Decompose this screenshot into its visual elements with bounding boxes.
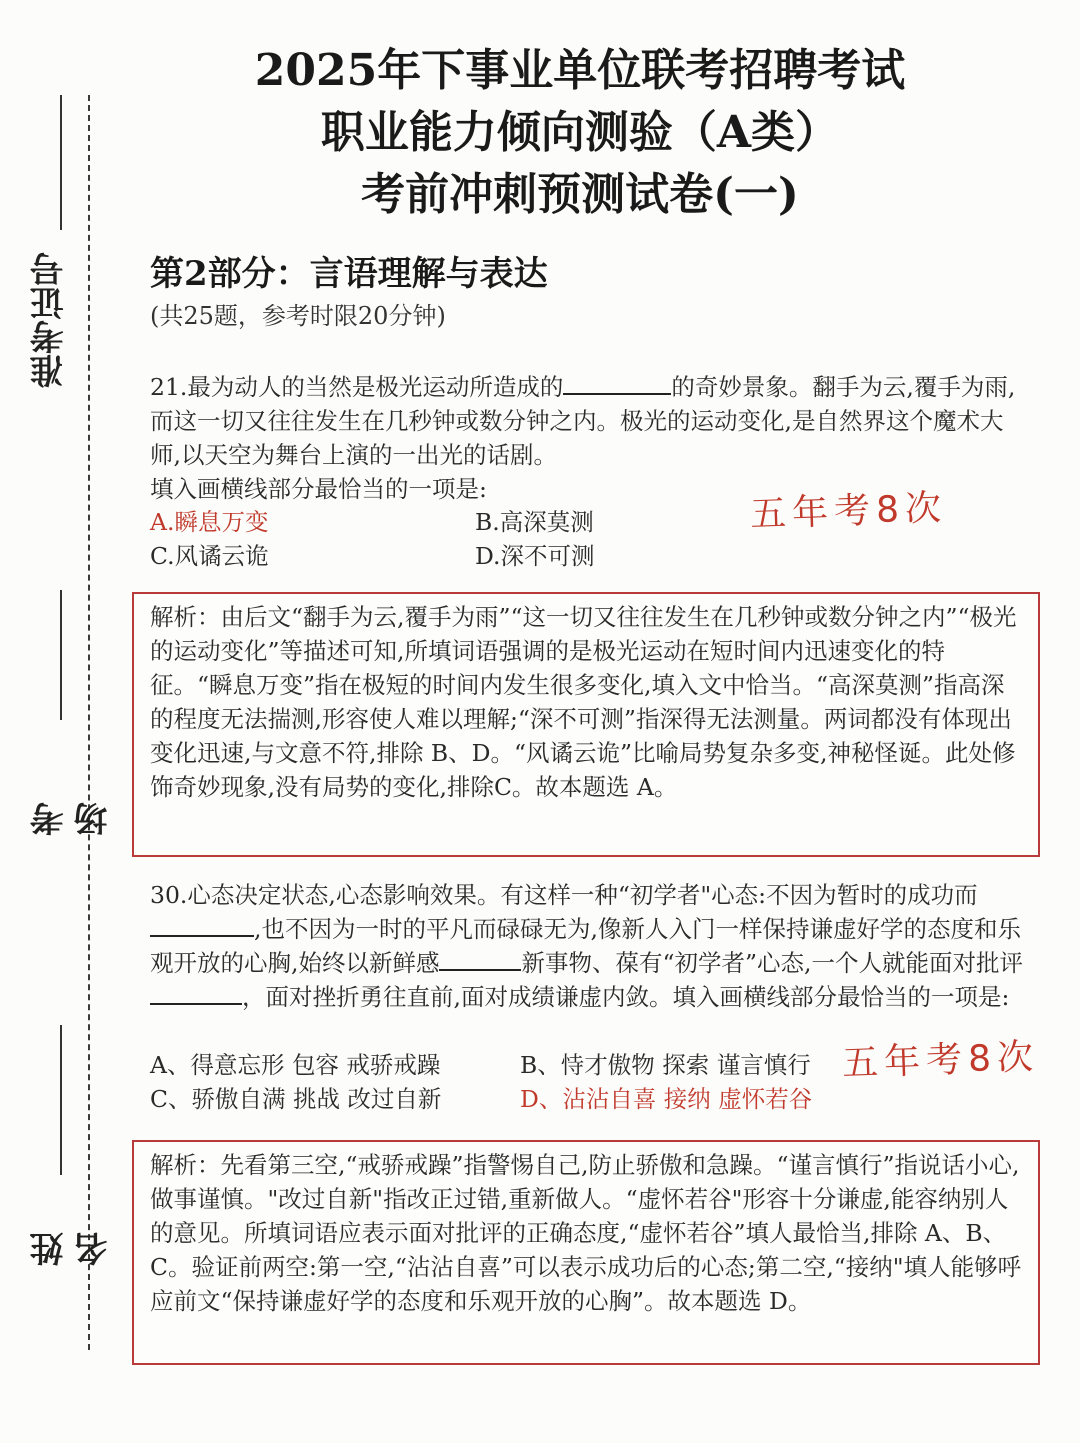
q30-text-b: ,也不因为一时的平凡而碌碌无为,像新人入门一样保持谦虚好学的态度和乐观开放的心胸,始终以新鲜感	[150, 915, 1021, 977]
q21-text-a: 21.最为动人的当然是极光运动所造成的	[150, 373, 564, 401]
q21-option-b: B.高深莫测	[475, 508, 594, 536]
q30-blank-3	[150, 981, 242, 1005]
q21-analysis-box	[132, 592, 1040, 857]
exam-title	[150, 40, 1010, 226]
name-line	[60, 1025, 62, 1175]
q30-blank-2	[439, 947, 521, 971]
question-30	[150, 878, 1030, 1014]
q30-option-a: A、得意忘形 包容 戒骄戒躁	[150, 1051, 441, 1079]
q21-option-a: A.瞬息万变	[150, 508, 269, 536]
exam-room-label: 考场	[30, 784, 114, 836]
q21-text-b: 的奇妙景象。翻手为云,覆手为雨,而这一切又往往发生在几秒钟或数分钟之内。极光的运动变化,是自然界这个魔术大师,以天空为舞台上演的一出光的话剧。	[150, 373, 1016, 469]
title-line-1: 2025年下事业单位联考招聘考试	[254, 45, 906, 96]
section-note: (共25题，参考时限20分钟)	[150, 302, 446, 330]
q30-option-d: D、沾沾自喜 接纳 虚怀若谷	[520, 1085, 813, 1113]
name-label: 姓名	[30, 1214, 114, 1266]
q21-handwritten-note: 五年考8次	[749, 487, 948, 536]
q30-analysis-box	[132, 1140, 1040, 1365]
q21-blank	[563, 371, 671, 395]
q21-analysis-text: 解析：由后文“翻手为云,覆手为雨”“这一切又往往发生在几秒钟或数分钟之内”“极光的运动变化”等描述可知,所填词语强调的是极光运动在短时间内迅速变化的特征。“瞬息万变”指在极短的时间内发生很多变化,填入文中恰当。“高深莫测”指高深的程度无法揣测,形容使人难以理解;“深不可测”指深得无法测量。两词都没有体现出变化迅速,与文意不符,排除 B、D。“风谲云诡”比喻局势复杂多变,神秘怪诞。此处修饰奇妙现象,没有局势的变化,排除C。故本题选 A。	[150, 603, 1017, 801]
q21-prompt: 填入画横线部分最恰当的一项是:	[150, 475, 487, 503]
q30-handwritten-note: 五年考8次	[841, 1036, 1040, 1085]
q21-option-c: C.风谲云诡	[150, 542, 269, 570]
exam-room-line	[60, 590, 62, 720]
id-number-line	[60, 95, 62, 230]
q30-text-d: ，面对挫折勇往直前,面对成绩谦虚内敛。填入画横线部分最恰当的一项是:	[242, 983, 1010, 1011]
id-number-label: 准考证号	[30, 252, 70, 388]
binding-margin	[0, 0, 114, 1443]
q30-blank-1	[150, 913, 254, 937]
title-line-2: 职业能力倾向测验（A类）	[320, 107, 840, 158]
cut-dashed-line	[88, 95, 90, 1350]
q21-option-d: D.深不可测	[475, 542, 595, 570]
title-line-3: 考前冲刺预测试卷(一)	[361, 169, 799, 220]
q30-analysis-text: 解析：先看第三空,“戒骄戒躁”指警惕自己,防止骄傲和急躁。“谨言慎行”指说话小心,做事谨慎。"改过自新"指改正过错,重新做人。“虚怀若谷"形容十分谦虚,能容纳别人的意见。所填词语应表示面对批评的正确态度,“虚怀若谷”填人最恰当,排除 A、B、C。验证前两空:第一空,“沾沾自喜”可以表示成功后的心态;第二空,“接纳"填人能够呼应前文“保持谦虚好学的态度和乐观开放的心胸”。故本题选 D。	[150, 1151, 1022, 1315]
q30-text-c: 新事物、葆有“初学者”心态,一个人就能面对批评	[521, 949, 1023, 977]
q30-option-b: B、恃才傲物 探索 谨言慎行	[520, 1051, 811, 1079]
q30-text-a: 30.心态决定状态,心态影响效果。有这样一种“初学者"心态:不因为暂时的成功而	[150, 881, 978, 909]
q30-option-c: C、骄傲自满 挑战 改过自新	[150, 1085, 442, 1113]
section-title: 第2部分：言语理解与表达	[150, 254, 548, 294]
